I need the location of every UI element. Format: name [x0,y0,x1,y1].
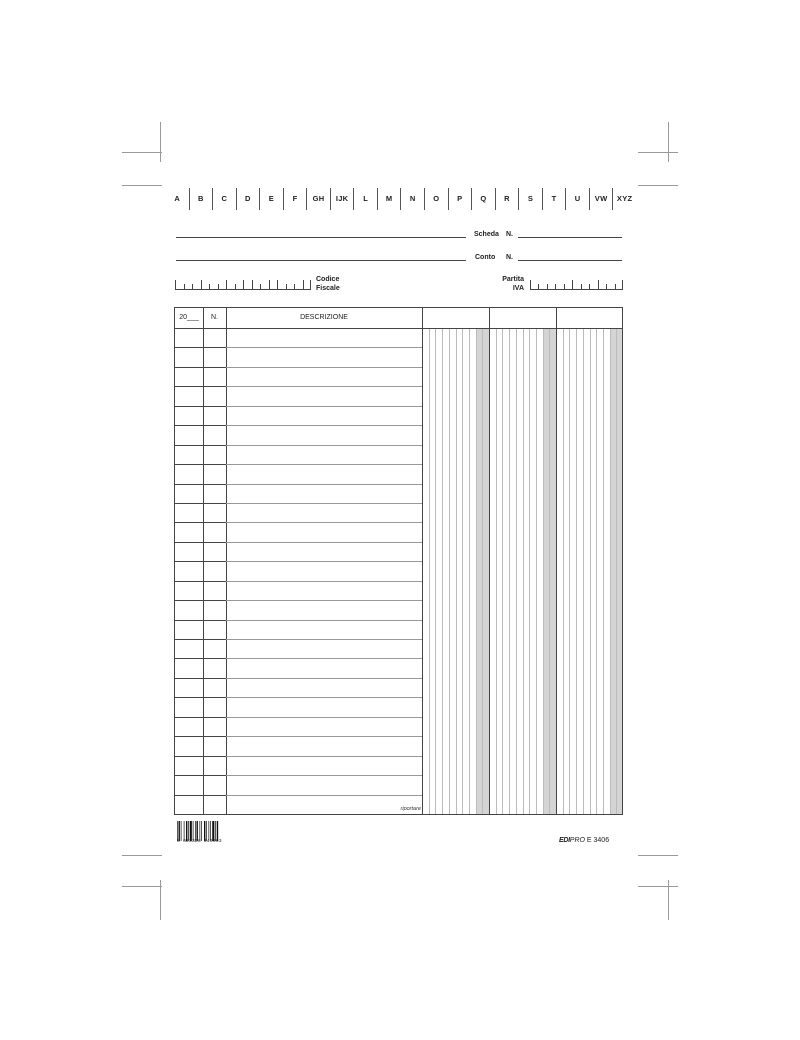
name-line-1 [176,237,466,238]
row-line-description [226,620,422,621]
partita-iva-label-1: Partita [502,276,524,283]
alphabet-letter-a: A [174,194,181,203]
crop-mark [122,855,162,856]
conto-label: Conto [475,254,496,261]
row-line-description [226,367,422,368]
barcode-bar [188,821,189,841]
barcode-bar [204,821,205,841]
barcode-bar [181,821,182,841]
amount-subcolumn-line [603,328,604,814]
barcode-bar [209,821,210,841]
comb-tick [175,280,176,289]
alphabet-letter-l: L [363,194,369,203]
amount-subcolumn-line [502,328,503,814]
comb-tick [286,284,287,289]
crop-mark [122,886,162,887]
amount-subcolumn-line [462,328,463,814]
alphabet-letter-vw: VW [594,194,608,203]
row-line-description [226,600,422,601]
alphabet-letter-u: U [574,194,581,203]
row-line-left [175,542,226,543]
alphabet-letter-n: N [409,194,416,203]
comb-tick [226,280,227,289]
scheda-label: Scheda [474,231,499,238]
comb-tick [235,284,236,289]
alphabet-letter-t: T [551,194,557,203]
column-line [489,308,490,814]
amount-subcolumn-line [563,328,564,814]
scheda-n-label: N. [506,231,513,238]
product-code: E 3406 [586,837,610,844]
row-line-left [175,581,226,582]
amount-subcolumn-line [610,328,611,814]
brand-pro: PRO [569,837,585,844]
amount-subcolumn-line [482,328,483,814]
barcode-bar [179,821,180,841]
barcode-bar [197,821,198,841]
row-line-left [175,658,226,659]
barcode-bar [206,821,207,841]
crop-mark [122,185,162,186]
amount-subcolumn-line [569,328,570,814]
row-line-left [175,639,226,640]
row-line-description [226,756,422,757]
row-line-description [226,542,422,543]
barcode [177,821,227,841]
row-line-left [175,697,226,698]
alphabet-letter-gh: GH [312,194,325,203]
riportare-note: riportare [400,806,421,812]
partita-iva-boxes [530,280,623,290]
row-line-description [226,347,422,348]
barcode-bar [210,821,211,841]
row-line-description [226,639,422,640]
comb-tick [243,280,244,289]
amount-subcolumn-line [529,328,530,814]
codice-fiscale-boxes [175,280,311,290]
comb-tick [589,284,590,289]
barcode-bar [200,821,201,841]
row-line-left [175,484,226,485]
amount-subcolumn-line [496,328,497,814]
comb-tick [530,280,531,289]
row-line-left [175,795,226,796]
amount-subcolumn-line [583,328,584,814]
comb-tick [269,280,270,289]
row-line-description [226,736,422,737]
amount-subcolumn-line [543,328,544,814]
comb-tick [192,284,193,289]
row-line-description [226,717,422,718]
barcode-bar [184,821,185,841]
row-line-description [226,484,422,485]
comb-tick [277,280,278,289]
crop-mark [638,185,678,186]
amount-subcolumn-line [616,328,617,814]
codice-fiscale-label-1: Codice [316,276,340,283]
comb-tick [209,284,210,289]
barcode-bar [186,821,187,841]
alphabet-letter-f: F [292,194,298,203]
header-line [175,328,622,329]
row-line-description [226,425,422,426]
comb-tick [252,280,253,289]
amount-subcolumn-line [509,328,510,814]
alphabet-letter-m: M [385,194,393,203]
barcode-bar [201,821,202,841]
row-line-description [226,697,422,698]
barcode-bar [193,821,194,841]
row-line-left [175,522,226,523]
row-line-description [226,658,422,659]
column-line [556,308,557,814]
row-line-left [175,367,226,368]
amount-subcolumn-line [536,328,537,814]
amount-subcolumn-line [476,328,477,814]
crop-mark [668,122,669,162]
row-line-left [175,620,226,621]
codice-fiscale-label-2: Fiscale [316,285,340,292]
row-line-description [226,522,422,523]
comb-tick [572,280,573,289]
comb-tick [622,280,623,289]
row-line-left [175,386,226,387]
name-line-2 [176,260,466,261]
amount-subcolumn-line [590,328,591,814]
row-line-left [175,425,226,426]
amount-subcolumn-line [549,328,550,814]
barcode-bar [215,821,216,841]
row-line-description [226,445,422,446]
alphabet-letter-ijk: IJK [335,194,349,203]
row-line-description [226,581,422,582]
row-line-description [226,561,422,562]
brand-mark [559,836,609,845]
row-line-left [175,736,226,737]
row-line-left [175,347,226,348]
row-line-description [226,503,422,504]
amount-subcolumn-line [456,328,457,814]
barcode-bar [212,821,214,841]
comb-tick [615,284,616,289]
column-line [422,308,423,814]
comb-tick [598,280,599,289]
alphabet-letter-r: R [504,194,510,203]
comb-tick [547,284,548,289]
scheda-number-line [518,237,622,238]
amount-subcolumn-line [469,328,470,814]
crop-mark [638,152,678,153]
number-header: N. [211,314,218,321]
barcode-bar [190,821,192,841]
row-line-description [226,464,422,465]
row-line-description [226,775,422,776]
row-line-left [175,561,226,562]
amount-subcolumn-line [449,328,450,814]
comb-tick [294,284,295,289]
barcode-bar [177,821,178,841]
row-line-left [175,717,226,718]
amount-subcolumn-line [516,328,517,814]
comb-tick [201,280,202,289]
row-line-description [226,406,422,407]
alphabet-letter-q: Q [480,194,487,203]
row-line-left [175,464,226,465]
comb-tick [581,284,582,289]
barcode-bar [195,821,196,841]
crop-mark [160,122,161,162]
comb-tick [184,284,185,289]
alphabet-index [166,188,636,210]
crop-mark [638,886,678,887]
row-line-description [226,795,422,796]
alphabet-letter-p: P [457,194,463,203]
alphabet-letter-o: O [433,194,440,203]
alphabet-letter-e: E [268,194,275,203]
row-line-left [175,406,226,407]
amount-subcolumn-line [435,328,436,814]
amount-subcolumn-line [442,328,443,814]
alphabet-letter-d: D [245,194,251,203]
comb-tick [564,284,565,289]
barcode-bar [217,821,218,841]
row-line-description [226,386,422,387]
amount-subcolumn-line [429,328,430,814]
ledger-table [174,307,623,815]
comb-tick [555,284,556,289]
alphabet-letter-s: S [527,194,534,203]
alphabet-letter-c: C [221,194,228,203]
row-line-left [175,756,226,757]
row-line-left [175,445,226,446]
description-header: DESCRIZIONE [300,314,348,321]
amount-subcolumn-line [576,328,577,814]
amount-subcolumn-line [523,328,524,814]
conto-number-line [518,260,622,261]
comb-tick [538,284,539,289]
barcode-number: 8 023328 340603 [177,839,222,844]
alphabet-letter-b: B [197,194,204,203]
row-line-left [175,600,226,601]
partita-iva-label-2: IVA [512,285,524,292]
brand-logo: EDI [559,837,570,844]
row-line-description [226,678,422,679]
crop-mark [638,855,678,856]
crop-mark [122,152,162,153]
year-header: 20___ [179,314,199,321]
alphabet-letter-xyz: XYZ [616,194,633,203]
comb-tick [310,280,311,289]
comb-tick [606,284,607,289]
row-line-left [175,503,226,504]
row-line-left [175,775,226,776]
comb-tick [260,284,261,289]
comb-tick [218,284,219,289]
comb-tick [303,280,304,289]
amount-subcolumn-line [596,328,597,814]
conto-n-label: N. [506,254,513,261]
row-line-left [175,678,226,679]
